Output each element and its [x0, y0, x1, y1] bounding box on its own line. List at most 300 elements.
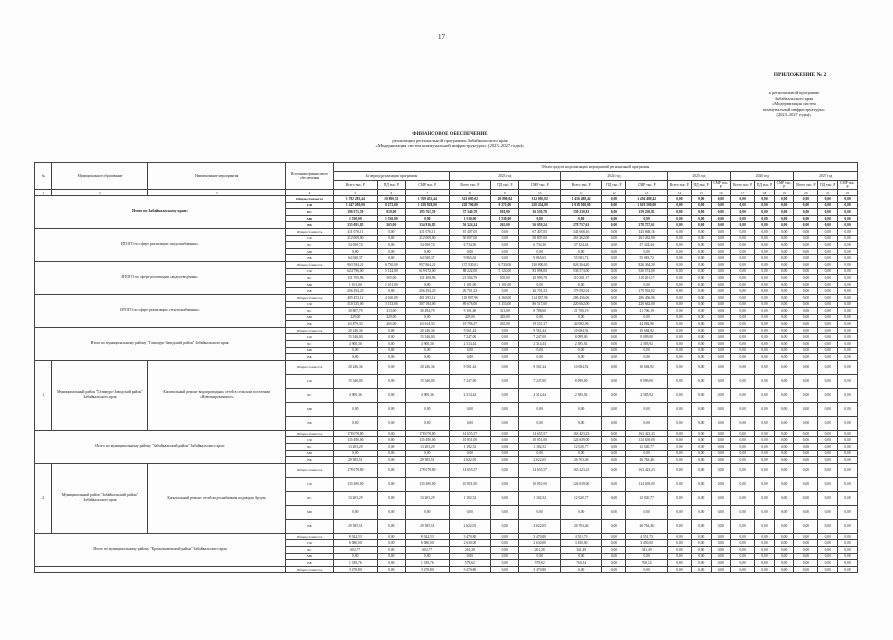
amount-cell: 12 020,77	[626, 444, 667, 451]
amount-cell: 4 160,00	[491, 294, 519, 301]
amount-cell: 0,00	[334, 505, 378, 519]
amount-cell: 0,00	[755, 437, 775, 444]
amount-cell: 0,00	[818, 354, 838, 361]
amount-cell: 0,00	[838, 416, 858, 430]
amount-cell: 0,00	[794, 553, 818, 560]
amount-cell: 6 080,00	[334, 540, 378, 547]
amount-cell: 0,00	[711, 321, 731, 328]
amount-cell: 0,00	[560, 505, 601, 519]
amount-cell: 0,00	[491, 255, 519, 262]
amount-cell: 0,00	[602, 255, 626, 262]
amount-cell: 0,00	[491, 457, 519, 464]
amount-cell: 1 339,76	[406, 560, 450, 567]
amount-cell: 0,00	[774, 444, 794, 451]
amount-cell: 0,00	[667, 248, 691, 255]
amount-cell: 0,00	[774, 540, 794, 547]
amount-cell: 0,00	[755, 450, 775, 457]
amount-cell: 0,00	[667, 450, 691, 457]
amount-cell: 0,00	[491, 288, 519, 295]
amount-cell: 0,00	[731, 360, 755, 374]
amount-cell: 8 022,53	[334, 533, 378, 540]
amount-cell: 0,00	[774, 505, 794, 519]
amount-cell: 0,00	[449, 248, 490, 255]
amount-cell: 0,00	[406, 314, 450, 321]
amount-cell: 0,00	[602, 327, 626, 334]
row-no: 1	[35, 360, 52, 430]
amount-cell: 0,00	[377, 560, 405, 567]
amount-cell: 0,00	[731, 209, 755, 216]
funding-source: СФ	[285, 202, 333, 209]
amount-cell: 0,00	[602, 533, 626, 540]
amount-cell: 0,00	[406, 402, 450, 416]
amount-cell: 0,00	[667, 255, 691, 262]
amount-cell: 4 551,73	[626, 533, 667, 540]
amount-cell: 0,00	[774, 235, 794, 242]
financing-table	[34, 162, 858, 573]
amount-cell: 0,00	[711, 533, 731, 540]
amount-cell: 0,00	[377, 388, 405, 402]
amount-cell: 0,00	[449, 347, 490, 354]
amount-cell: 44 082,96	[560, 321, 601, 328]
amount-cell: 1 339,76	[334, 560, 378, 567]
amount-cell: 760,14	[626, 560, 667, 567]
funding-source: ВБ	[285, 519, 333, 533]
amount-cell: 0,00	[449, 505, 490, 519]
amount-cell: 7 247,00	[449, 334, 490, 341]
funding-source: Общая стоимость	[285, 294, 333, 301]
amount-cell: 0,00	[711, 222, 731, 229]
amount-cell: 14 655,57	[519, 463, 560, 477]
amount-cell: 0,00	[602, 416, 626, 430]
amount-cell: 0,00	[755, 540, 775, 547]
amount-cell: 0,00	[774, 388, 794, 402]
amount-cell: 334 816,85	[406, 222, 450, 229]
amount-cell: 0,00	[794, 540, 818, 547]
amount-cell: 0,00	[691, 416, 711, 430]
funding-source: Общая стоимость	[285, 261, 333, 268]
amount-cell: 1 182,52	[519, 444, 560, 451]
amount-cell: 0,00	[755, 314, 775, 321]
amount-cell: 0,00	[377, 360, 405, 374]
amount-cell: 0,00	[818, 491, 838, 505]
amount-cell: 1 101,00	[334, 281, 378, 288]
amount-cell: 0,00	[838, 301, 858, 308]
amount-cell: 0,00	[711, 547, 731, 554]
amount-cell: 0,00	[691, 215, 711, 222]
amount-cell: 0,00	[794, 268, 818, 275]
appendix-line: (2023–2027 годы)»	[776, 112, 812, 118]
amount-cell: 0,00	[755, 566, 775, 573]
amount-cell: 0,00	[711, 242, 731, 249]
amount-cell: 6 080,00	[406, 540, 450, 547]
amount-cell: 0,00	[731, 314, 755, 321]
amount-cell: 7 247,00	[519, 334, 560, 341]
amount-cell: 14 655,57	[449, 430, 490, 437]
row-group-label: ИТОГО по сфере реализации «водоотведения»:	[35, 261, 286, 294]
amount-cell: 0,00	[560, 450, 601, 457]
column-number: 6	[377, 190, 405, 196]
title-line: «Модернизация систем коммунальной инфраструктуры» (2023–2027 годы)»	[375, 143, 525, 149]
amount-cell: 0,00	[774, 314, 794, 321]
funding-source: СФ	[285, 268, 333, 275]
amount-cell: 0,00	[711, 450, 731, 457]
amount-cell: 0,00	[667, 560, 691, 567]
amount-cell: 0,00	[602, 491, 626, 505]
amount-cell: 0,00	[602, 334, 626, 341]
amount-cell: 0,00	[667, 222, 691, 229]
amount-cell: 0,00	[818, 388, 838, 402]
amount-cell: 0,00	[626, 505, 667, 519]
amount-cell: 0,00	[794, 450, 818, 457]
amount-cell: 0,00	[774, 202, 794, 209]
amount-cell: 0,00	[838, 519, 858, 533]
column-number: 21	[818, 190, 838, 196]
amount-cell: 4 900,36	[334, 388, 378, 402]
amount-cell: 0,00	[667, 301, 691, 308]
amount-cell: 2 585,92	[560, 388, 601, 402]
amount-cell: 0,00	[755, 294, 775, 301]
column-number: 20	[794, 190, 818, 196]
amount-cell: 0,00	[491, 437, 519, 444]
amount-cell: 0,00	[691, 288, 711, 295]
amount-cell: 0,00	[560, 314, 601, 321]
amount-cell: 0,00	[519, 416, 560, 430]
amount-cell: 0,00	[491, 248, 519, 255]
amount-cell: 0,00	[838, 202, 858, 209]
amount-cell: 130 800,01	[519, 261, 560, 268]
amount-cell: 26 701,23	[449, 288, 490, 295]
amount-cell: 114 837,96	[519, 294, 560, 301]
column-number: 11	[560, 190, 601, 196]
amount-cell: 0,00	[667, 553, 691, 560]
amount-cell: 0,00	[794, 505, 818, 519]
amount-cell: 0,00	[731, 463, 755, 477]
amount-cell: 0,00	[794, 255, 818, 262]
amount-cell: 8 099,00	[560, 334, 601, 341]
amount-cell: 2 314,44	[449, 388, 490, 402]
amount-cell: 0,00	[377, 248, 405, 255]
amount-cell: 8 788,60	[519, 308, 560, 315]
amount-cell: 0,00	[818, 444, 838, 451]
amount-cell: 429,00	[449, 314, 490, 321]
appendix-line: к региональной программе	[768, 90, 820, 95]
amount-cell: 602,77	[334, 547, 378, 554]
amount-cell: 110 201,17	[560, 275, 601, 282]
amount-cell: 0,00	[602, 248, 626, 255]
amount-cell: 0,00	[711, 248, 731, 255]
amount-cell: 9 865,65	[449, 255, 490, 262]
amount-cell: 0,00	[406, 505, 450, 519]
subheader-cell: СМР тыс. Р	[519, 181, 560, 190]
amount-cell: 0,00	[774, 360, 794, 374]
amount-cell: 0,00	[755, 354, 775, 361]
amount-cell: 0,00	[838, 321, 858, 328]
amount-cell: 0,00	[731, 196, 755, 203]
amount-cell: 1 530,00	[377, 215, 405, 222]
col-year: 2027 год	[794, 172, 858, 181]
amount-cell: 135 490,00	[406, 437, 450, 444]
amount-cell: 286 456,06	[626, 294, 667, 301]
amount-cell: 0,00	[691, 275, 711, 282]
amount-cell: 12 020,77	[626, 491, 667, 505]
amount-cell: 0,00	[838, 491, 858, 505]
amount-cell: 9 561,44	[519, 327, 560, 334]
amount-cell: 55 081,72	[560, 255, 601, 262]
amount-cell: 10 684,92	[626, 327, 667, 334]
amount-cell: 0,00	[731, 228, 755, 235]
amount-cell: 0,00	[794, 222, 818, 229]
amount-cell: 0,00	[755, 255, 775, 262]
amount-cell: 0,00	[691, 321, 711, 328]
amount-cell: 206 294,25	[334, 288, 378, 295]
amount-cell: 0,00	[794, 321, 818, 328]
amount-cell: 0,00	[774, 437, 794, 444]
amount-cell: 36 530,78	[519, 209, 560, 216]
amount-cell: 0,00	[667, 533, 691, 540]
amount-cell: 579,62	[449, 560, 490, 567]
amount-cell: 0,00	[602, 519, 626, 533]
amount-cell: 0,00	[377, 228, 405, 235]
column-number: 4	[285, 190, 333, 196]
amount-cell: 29 385,51	[406, 457, 450, 464]
amount-cell: 313,00	[491, 308, 519, 315]
amount-cell: 0,00	[691, 281, 711, 288]
amount-cell: 8 022,53	[406, 533, 450, 540]
amount-cell: 0,00	[755, 505, 775, 519]
amount-cell: 0,00	[667, 314, 691, 321]
amount-cell: 0,00	[602, 402, 626, 416]
amount-cell: 0,00	[667, 268, 691, 275]
amount-cell: 0,00	[406, 450, 450, 457]
funding-source: Общая стоимость	[285, 463, 333, 477]
amount-cell: 0,00	[731, 374, 755, 388]
amount-cell: 0,00	[731, 437, 755, 444]
amount-cell: 0,00	[406, 248, 450, 255]
amount-cell: 64 948,37	[406, 255, 450, 262]
amount-cell: 0,00	[560, 281, 601, 288]
amount-cell: 178 078,80	[406, 430, 450, 437]
column-number: 18	[755, 190, 775, 196]
amount-cell: 131 200,96	[406, 275, 450, 282]
amount-cell: 0,00	[838, 463, 858, 477]
amount-cell: 178 078,80	[406, 463, 450, 477]
amount-cell: 0,00	[667, 457, 691, 464]
funding-source: БС	[285, 388, 333, 402]
amount-cell: 0,00	[794, 388, 818, 402]
funding-source: МБ	[285, 553, 333, 560]
amount-cell: 0,00	[774, 334, 794, 341]
amount-cell: 0,00	[377, 444, 405, 451]
amount-cell: 0,00	[774, 354, 794, 361]
amount-cell: 10 851,00	[519, 437, 560, 444]
amount-cell: 0,00	[774, 457, 794, 464]
amount-cell: 0,00	[377, 540, 405, 547]
amount-cell: 0,00	[794, 354, 818, 361]
amount-cell: 0,00	[755, 491, 775, 505]
amount-cell: 34 058,74	[406, 242, 450, 249]
amount-cell: 0,00	[711, 505, 731, 519]
amount-cell: 0,00	[838, 288, 858, 295]
amount-cell: 0,00	[774, 301, 794, 308]
amount-cell: 0,00	[755, 347, 775, 354]
amount-cell: 0,00	[334, 416, 378, 430]
amount-cell: 341,49	[560, 547, 601, 554]
amount-cell: 0,00	[838, 437, 858, 444]
amount-cell: 0,00	[667, 196, 691, 203]
amount-cell: 0,00	[691, 341, 711, 348]
amount-cell: 0,00	[334, 354, 378, 361]
amount-cell: 0,00	[334, 450, 378, 457]
amount-cell: 1 101,00	[449, 281, 490, 288]
subheader-cell: Всего тыс. Р	[794, 181, 818, 190]
subheader-cell: Всего тыс. Р	[449, 181, 490, 190]
amount-cell: 14 655,57	[449, 463, 490, 477]
amount-cell: 0,00	[755, 261, 775, 268]
amount-cell: 0,00	[794, 416, 818, 430]
funding-source: Общая стоимость	[285, 228, 333, 235]
amount-cell: 8 099,00	[626, 374, 667, 388]
amount-cell: 0,00	[667, 235, 691, 242]
amount-cell: 0,00	[602, 540, 626, 547]
amount-cell: 0,00	[755, 477, 775, 491]
amount-cell: 0,00	[755, 222, 775, 229]
amount-cell: 0,00	[711, 463, 731, 477]
amount-cell: 2 314,44	[519, 388, 560, 402]
amount-cell: 9 561,44	[449, 360, 490, 374]
funding-source: БС	[285, 242, 333, 249]
amount-cell: 0,00	[711, 209, 731, 216]
amount-cell: 0,00	[691, 235, 711, 242]
amount-cell: 0,00	[334, 347, 378, 354]
amount-cell: 0,00	[731, 491, 755, 505]
amount-cell: 0,00	[449, 354, 490, 361]
amount-cell: 20 246,36	[334, 360, 378, 374]
amount-cell: 0,00	[755, 444, 775, 451]
amount-cell: 0,00	[818, 334, 838, 341]
amount-cell: 10 684,92	[560, 360, 601, 374]
amount-cell: 0,00	[711, 288, 731, 295]
amount-cell: 0,00	[377, 450, 405, 457]
amount-cell: 0,00	[334, 248, 378, 255]
table-body	[35, 196, 858, 573]
col-year: 2024 год	[560, 172, 667, 181]
amount-cell: 0,00	[794, 261, 818, 268]
amount-cell: 0,00	[794, 334, 818, 341]
amount-cell: 0,00	[794, 242, 818, 249]
amount-cell: 0,00	[818, 505, 838, 519]
amount-cell: 0,00	[838, 566, 858, 573]
amount-cell: 0,00	[731, 308, 755, 315]
amount-cell: 0,00	[519, 402, 560, 416]
amount-cell: 0,00	[711, 540, 731, 547]
amount-cell: 0,00	[626, 248, 667, 255]
amount-cell: 26 763,46	[560, 457, 601, 464]
funding-source: МБ	[285, 314, 333, 321]
amount-cell: 0,00	[731, 354, 755, 361]
amount-cell: 0,00	[731, 321, 755, 328]
amount-cell: 0,00	[711, 519, 731, 533]
amount-cell: 21 706,19	[626, 308, 667, 315]
row-measure: Капитальный ремонт сетей водоснабжения подаюдая Арзуль	[148, 463, 286, 533]
amount-cell: 9 561,44	[449, 327, 490, 334]
amount-cell: 0,00	[731, 519, 755, 533]
column-number: 13	[626, 190, 667, 196]
table-row	[35, 533, 858, 540]
amount-cell: 1 182,52	[449, 444, 490, 451]
amount-cell: 19 531,37	[519, 321, 560, 328]
amount-cell: 0,00	[838, 242, 858, 249]
amount-cell: 0,00	[794, 463, 818, 477]
amount-cell: 0,00	[691, 519, 711, 533]
amount-cell: 0,00	[711, 275, 731, 282]
amount-cell: 3 450,00	[626, 540, 667, 547]
amount-cell: 0,00	[667, 341, 691, 348]
amount-cell: 0,00	[691, 248, 711, 255]
amount-cell: 0,00	[818, 533, 838, 540]
amount-cell: 56 059,24	[519, 222, 560, 229]
amount-cell: 26 763,46	[626, 457, 667, 464]
amount-cell: 0,00	[755, 242, 775, 249]
amount-cell: 13 203,29	[334, 491, 378, 505]
amount-cell: 6 730,00	[377, 261, 405, 268]
amount-cell: 0,00	[691, 463, 711, 477]
amount-cell: 0,00	[491, 235, 519, 242]
row-group-label: Итого по Забайкальскому краю:	[35, 196, 286, 229]
amount-cell: 0,00	[818, 308, 838, 315]
amount-cell: 0,00	[602, 275, 626, 282]
amount-cell: 0,00	[794, 288, 818, 295]
column-number: 16	[711, 190, 731, 196]
amount-cell: 0,00	[560, 215, 601, 222]
amount-cell: 0,00	[377, 416, 405, 430]
funding-source: СФ	[285, 540, 333, 547]
amount-cell: 0,00	[711, 416, 731, 430]
amount-cell: 0,00	[711, 215, 731, 222]
col-whole-period: За период реализации программы	[334, 172, 450, 181]
amount-cell: 0,00	[691, 402, 711, 416]
amount-cell: 0,00	[491, 228, 519, 235]
amount-cell: 0,00	[667, 444, 691, 451]
amount-cell: 220 662,00	[560, 301, 601, 308]
amount-cell: 0,00	[818, 235, 838, 242]
subheader-cell: СМР тыс. Р	[838, 181, 858, 190]
title-line: ФИНАНСОВОЕ ОБЕСПЕЧЕНИЕ	[412, 132, 488, 137]
amount-cell: 137 530,01	[449, 261, 490, 268]
funding-source: СФ	[285, 477, 333, 491]
amount-cell: 0,00	[838, 235, 858, 242]
amount-cell: 0,00	[667, 388, 691, 402]
amount-cell: 0,00	[711, 268, 731, 275]
amount-cell: 0,00	[491, 402, 519, 416]
amount-cell: 0,00	[691, 294, 711, 301]
table-row	[35, 228, 858, 235]
amount-cell: 3 470,80	[449, 566, 490, 573]
amount-cell: 0,00	[711, 327, 731, 334]
amount-cell: 195 761,59	[406, 209, 450, 216]
row-group-label: Итого по муниципальному району "Краснокаменский район" Забайкальского края	[35, 533, 286, 566]
amount-cell: 0,00	[667, 294, 691, 301]
amount-cell: 0,00	[818, 547, 838, 554]
col-measure: Наименование мероприятия	[148, 163, 286, 190]
amount-cell: 0,00	[794, 215, 818, 222]
funding-source: ВБ	[285, 255, 333, 262]
amount-cell: 0,00	[491, 347, 519, 354]
amount-cell: 0,00	[691, 477, 711, 491]
amount-cell: 0,00	[818, 275, 838, 282]
funding-source: СФ	[285, 301, 333, 308]
amount-cell: 0,00	[731, 430, 755, 437]
amount-cell: 0,00	[755, 334, 775, 341]
